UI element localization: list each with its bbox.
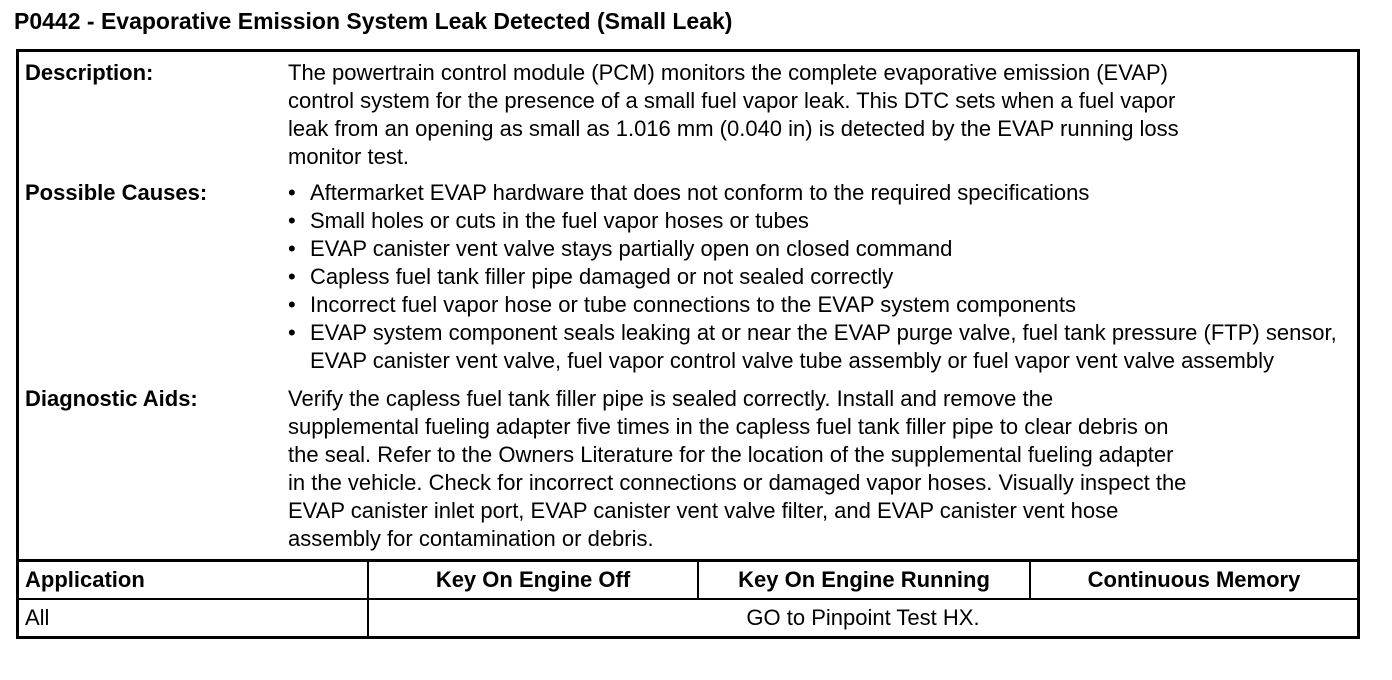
diagnostic-aids-line: in the vehicle. Check for incorrect connections or damaged vapor hoses. Visually inspect the: [288, 470, 1187, 495]
cause-text: Capless fuel tank filler pipe damaged or not sealed correctly: [310, 264, 894, 289]
diagnostic-aids-line: supplemental fueling adapter five times in the capless fuel tank filler pipe to clear debris on: [288, 414, 1169, 439]
cause-text: Aftermarket EVAP hardware that does not conform to the required specifications: [310, 180, 1090, 205]
possible-causes-label: Possible Causes:: [25, 180, 208, 205]
bullet-icon: •: [288, 292, 296, 317]
cause-text: Incorrect fuel vapor hose or tube connections to the EVAP system components: [310, 292, 1076, 317]
diagnostic-aids-line: EVAP canister inlet port, EVAP canister vent valve filter, and EVAP canister vent hose: [288, 498, 1119, 523]
application-table: [19, 559, 1357, 636]
description-text: [288, 59, 1357, 171]
header-key-on-engine-running: Key On Engine Running: [699, 562, 1031, 598]
bullet-icon: •: [288, 320, 296, 345]
list-item: [288, 291, 1343, 319]
list-item: [288, 207, 1343, 235]
pinpoint-test-action: GO to Pinpoint Test HX.: [746, 605, 980, 630]
header-application: Application: [19, 562, 369, 598]
cause-text: EVAP system component seals leaking at or near the EVAP purge valve, fuel tank pressure (FTP) sensor, EVAP canister vent valve, fuel vapor control valve tube assembly or fuel vapor vent valve assembly: [310, 320, 1337, 373]
list-item: [288, 235, 1343, 263]
header-key-on-engine-off: Key On Engine Off: [369, 562, 699, 598]
bullet-icon: •: [288, 208, 296, 233]
diagnostic-aids-line: Verify the capless fuel tank filler pipe is sealed correctly. Install and remove the: [288, 386, 1054, 411]
description-line: monitor test.: [288, 144, 410, 169]
diagnostic-aids-line: the seal. Refer to the Owners Literature for the location of the supplemental fueling adapter: [288, 442, 1174, 467]
description-line: control system for the presence of a small fuel vapor leak. This DTC sets when a fuel vapor: [288, 88, 1176, 113]
header-continuous-memory: Continuous Memory: [1087, 567, 1301, 592]
description-line: leak from an opening as small as 1.016 mm (0.040 in) is detected by the EVAP running loss: [288, 116, 1179, 141]
list-item: [288, 179, 1343, 207]
table-row: [19, 598, 1357, 636]
possible-causes-list: [288, 179, 1343, 375]
possible-causes-content: [288, 179, 1357, 375]
cause-text: Small holes or cuts in the fuel vapor hoses or tubes: [310, 208, 809, 233]
bullet-icon: •: [288, 236, 296, 261]
diagnostic-aids-label: Diagnostic Aids:: [25, 386, 198, 411]
diagnostic-aids-text: [288, 385, 1357, 553]
application-header-row: [19, 562, 1357, 598]
description-line: The powertrain control module (PCM) monitors the complete evaporative emission (EVAP): [288, 60, 1168, 85]
list-item: [288, 319, 1343, 375]
description-row: [19, 52, 1357, 179]
page-title: P0442 - Evaporative Emission System Leak Detected (Small Leak): [14, 8, 733, 34]
bullet-icon: •: [288, 180, 296, 205]
cause-text: EVAP canister vent valve stays partially open on closed command: [310, 236, 953, 261]
dtc-info-table: [16, 49, 1360, 639]
description-label: Description:: [25, 60, 154, 85]
list-item: [288, 263, 1343, 291]
diagnostic-aids-row: [19, 385, 1357, 559]
possible-causes-row: [19, 179, 1357, 385]
diagnostic-aids-line: assembly for contamination or debris.: [288, 526, 654, 551]
application-value: All: [19, 600, 369, 636]
bullet-icon: •: [288, 264, 296, 289]
